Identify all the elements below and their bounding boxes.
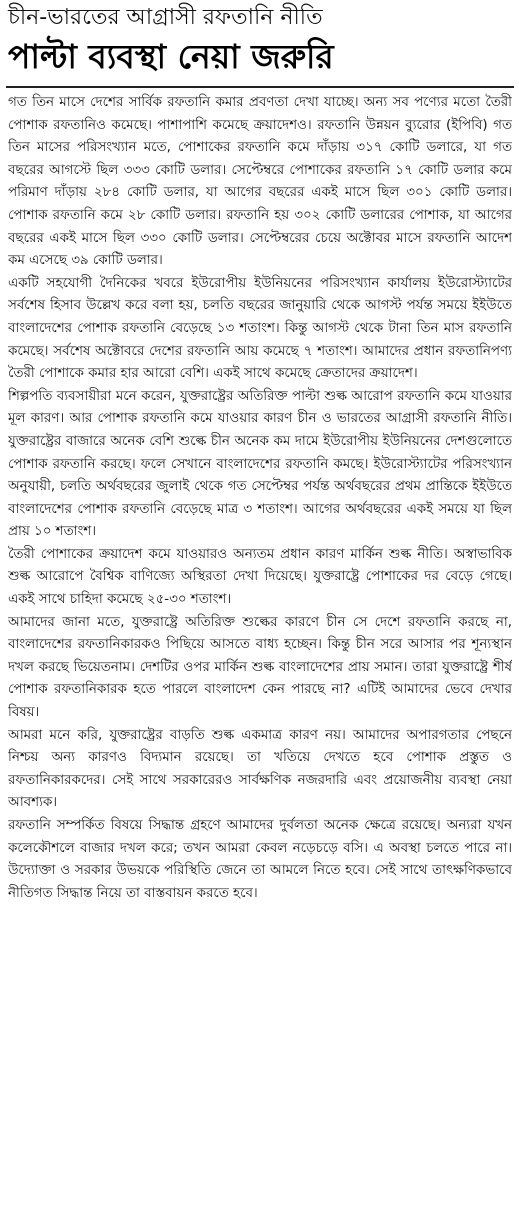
paragraph-china-india-policy: শিল্পপতি ব্যবসায়ীরা মনে করেন, যুক্তরাষ্ট্রের অতিরিক্ত পাল্টা শুল্ক আরোপ রফতানি কমে যাওয়ার মূল কারণ। আর পোশাক রফতানি কমে যাওয়ার কারণ চীন ও ভারতের আগ্রাসী রফতানি নীতি। যুক্তরাষ্ট্রের বাজারে অনেক বেশি শুল্কে চীন অনেক কম দামে ইউরোপীয় ইউনিয়নের দেশগুলোতে পোশাক রফতানি করছে। ফলে সেখানে বাংলাদেশের রফতানি কমছে। ইউরোস্ট্যাটের পরিসংখ্যান অনুযায়ী, চলতি অর্থবছরের জুলাই থেকে গত সেপ্টেম্বর পর্যন্ত অর্থবছরের প্রথম প্রান্তিকে ইইউতে বাংলাদেশের পোশাক রফতানি বেড়েছে মাত্র ৩ শতাংশ। আগের অর্থবছরের একই সময়ে যা ছিল প্রায় ১০ শতাংশ। bbox=[8, 388, 512, 540]
paragraph-eurostat-report: একটি সহযোগী দৈনিকের খবরে ইউরোপীয় ইউনিয়নের পরিসংখ্যান কার্যালয় ইউরোস্ট্যাটের সর্বশেষ হিসাব উল্লেখ করে বলা হয়, চলতি বছরের জানুয়ারি থেকে আগস্ট পর্যন্ত সময়ে ইইউতে বাংলাদেশের পোশাক রফতানি বেড়েছে ১৩ শতাংশ। কিন্তু আগস্ট থেকে টানা তিন মাস রফতানি কমেছে। সর্বশেষ অক্টোবরে দেশের রফতানি আয় কমেছে ৭ শতাংশ। আমাদের প্রধান রফতানিপণ্য তৈরী পোশাকে কমার হার আরো বেশি। একই সাথে কমেছে ক্রেতাদের ক্রয়াদেশ। bbox=[8, 275, 512, 382]
article-headline: পাল্টা ব্যবস্থা নেয়া জরুরি bbox=[8, 37, 334, 76]
paragraph-other-causes: আমরা মনে করি, যুক্তরাষ্ট্রের বাড়তি শুল্ক একমাত্র কারণ নয়। আমাদের অপারগতার পেছনে নিশ্চয় অন্য কারণও বিদ্যমান রয়েছে। তা খতিয়ে দেখতে হবে পোশাক প্রস্তুত ও রফতানিকারকদের। সেই সাথে সরকারেরও সার্বক্ষণিক নজরদারি এবং প্রয়োজনীয় ব্যবস্থা নেয়া আবশ্যক। bbox=[8, 727, 512, 811]
paragraph-us-tariff: তৈরী পোশাকের ক্রয়াদেশ কমে যাওয়ারও অন্যতম প্রধান কারণ মার্কিন শুল্ক নীতি। অস্বাভাবিক শুল্ক আরোপে বৈশ্বিক বাণিজ্যে অস্থিরতা দেখা দিয়েছে। যুক্তরাষ্ট্রে পোশাকের দর বেড়ে গেছে। একই সাথে চাহিদা কমেছে ২৫-৩০ শতাংশ। bbox=[8, 546, 512, 608]
article-body bbox=[8, 92, 512, 1204]
article-kicker: চীন-ভারতের আগ্রাসী রফতানি নীতি bbox=[8, 5, 323, 30]
headline-divider bbox=[6, 86, 514, 88]
paragraph-conclusion: রফতানি সম্পর্কিত বিষয়ে সিদ্ধান্ত গ্রহণে আমাদের দুর্বলতা অনেক ক্ষেত্রে রয়েছে। অন্যরা যখন কলেকৌশলে বাজার দখল করে; তখন আমরা কেবল নড়েচড়ে বসি। এ অবস্থা চলতে পারে না। উদ্যোক্তা ও সরকার উভয়কে পরিস্থিতি জেনে তা আমলে নিতে হবে। সেই সাথে তাৎক্ষণিকভাবে নীতিগত সিদ্ধান্ত নিয়ে তা বাস্তবায়ন করতে হবে। bbox=[8, 818, 512, 901]
paragraph-export-decline: গত তিন মাসে দেশের সার্বিক রফতানি কমার প্রবণতা দেখা যাচ্ছে। অন্য সব পণ্যের মতো তৈরী পোশাক রফতানিও কমেছে। পাশাপাশি কমেছে ক্রয়াদেশও। রফতানি উন্নয়ন ব্যুরোর (ইপিবি) গত তিন মাসের পরিসংখ্যান মতে, পোশাকের রফতানি কমে দাঁড়ায় ৩১৭ কোটি ডলারে, যা গত বছরের আগস্টে ছিল ৩৩৩ কোটি ডলার। সেপ্টেম্বরে পোশাকের রফতানি ১৭ কোটি ডলার কমে পরিমাণ দাঁড়ায় ২৮৪ কোটি ডলার, যা আগের বছরের একই মাসে ছিল ৩০১ কোটি ডলার। পোশাক রফতানি কমে ২৮ কোটি ডলার। রফতানি হয় ৩০২ কোটি ডলারের পোশাক, যা আগের বছরের একই মাসে ছিল ৩৩০ কোটি ডলার। সেপ্টেম্বরের চেয়ে অক্টোবর মাসে রফতানি আদেশ কম এসেছে ৩৯ কোটি ডলার। bbox=[8, 95, 512, 269]
paragraph-vietnam: আমাদের জানা মতে, যুক্তরাষ্ট্রে অতিরিক্ত শুল্কের কারণে চীন সে দেশে রফতানি করছে না, বাংলাদেশের রফতানিকারকও পিছিয়ে আসতে বাধ্য হচ্ছেন। কিন্তু চীন সরে আসার পর শূন্যস্থান দখল করছে ভিয়েতনাম। দেশটির ওপর মার্কিন শুল্ক বাংলাদেশের প্রায় সমান। তারা যুক্তরাষ্ট্রে শীর্ষ পোশাক রফতানিকারক হতে পারলে বাংলাদেশ কেন পারছে না? এটিই আমাদের ভেবে দেখার বিষয়। bbox=[8, 614, 512, 721]
